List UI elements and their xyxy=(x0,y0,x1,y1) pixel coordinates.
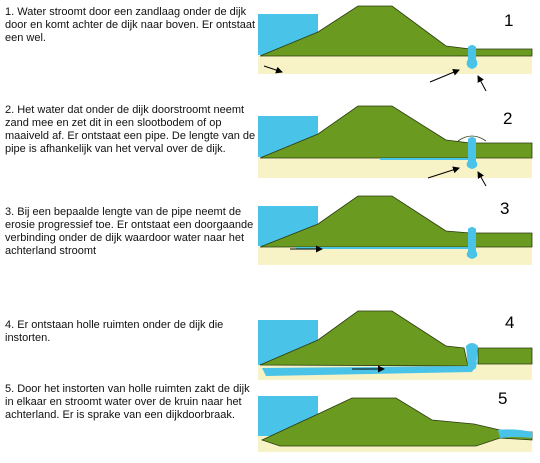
overflow-water xyxy=(498,429,532,438)
stage-number: 3 xyxy=(500,199,510,218)
sand-layer xyxy=(258,158,532,178)
stage-1-panel xyxy=(258,6,532,91)
sand-layer xyxy=(258,56,532,74)
step-4-text: 4. Er ontstaan holle ruimten onder de dijk die instorten. xyxy=(5,319,224,344)
stage-number: 4 xyxy=(505,313,515,332)
hinterland-ground xyxy=(474,49,532,56)
sand-layer xyxy=(258,247,532,265)
sand-boil-well xyxy=(467,227,478,259)
stage-number: 1 xyxy=(504,11,514,30)
step-1-text: 1. Water stroomt door een zandlaag onder de dijk door en komt achter de dijk naar boven. Er ontstaat een wel. xyxy=(5,6,256,44)
sand-boil-well xyxy=(467,45,478,69)
hinterland-ground xyxy=(478,348,532,364)
stage-5-panel xyxy=(258,389,532,452)
stage-number: 2 xyxy=(503,109,513,128)
stage-4-panel xyxy=(258,311,532,380)
upward-flow-arrow xyxy=(478,76,486,91)
step-3-text: 3. Bij een bepaalde lengte van de pipe neemt de erosie progressief toe. Er ontstaat een doorgaande verbinding onder de dijk waardoor water naar het achterland stroomt xyxy=(5,206,254,257)
step-5-text: 5. Door het instorten van holle ruimten zakt de dijk in elkaar en stroomt water over de kruin naar het achterland. Er is sprake van een dijkdoorbraak. xyxy=(5,383,250,421)
stage-3-panel xyxy=(258,196,532,265)
stage-2-panel xyxy=(258,106,532,186)
sand-boil-well xyxy=(467,137,478,169)
hinterland-ground xyxy=(474,233,532,247)
stage-number: 5 xyxy=(498,389,508,408)
hinterland-ground xyxy=(474,143,532,158)
step-2-text: 2. Het water dat onder de dijk doorstroomt neemt zand mee en zet dit in een slootbodem of op maaiveld af. Er ontstaat een pipe. De lengte van de pipe is afhankelijk van het verval over de dijk. xyxy=(5,104,256,155)
